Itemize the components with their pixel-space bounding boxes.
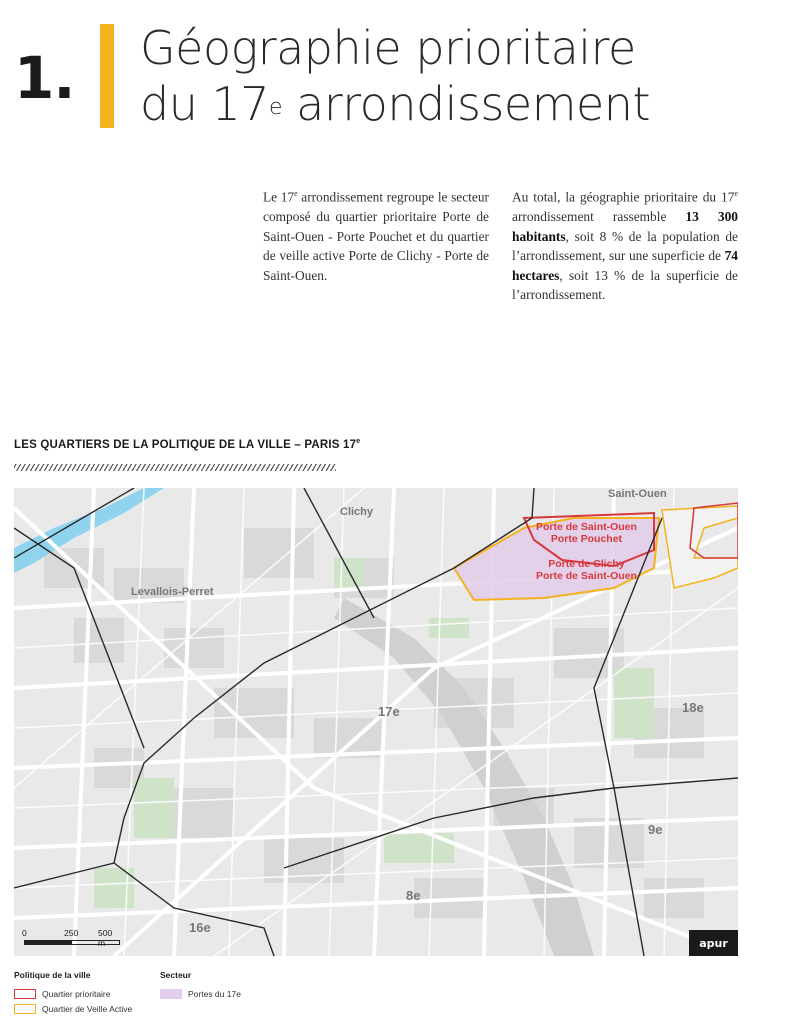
title-hatch-divider: [14, 464, 336, 471]
veille-swatch: [14, 1004, 36, 1014]
legend-item-veille: Quartier de Veille Active: [14, 1001, 132, 1016]
portes-swatch: [160, 989, 182, 999]
label-quartier-prioritaire: Porte de Saint-Ouen Porte Pouchet: [536, 521, 637, 545]
title-line-1: Géographie prioritaire: [140, 21, 636, 75]
label-arr-16: 16e: [189, 920, 211, 935]
chapter-accent-bar: [100, 24, 114, 128]
label-arr-18: 18e: [682, 700, 704, 715]
legend-secteur: [160, 970, 241, 1001]
intro-column-2: Au total, la géographie prioritaire du 17e arrondissement rassemble 13 300 habitants, soit 8 % de la population de l’arrondissement, sur une superficie de 74 hectares, soit 13 % de la superficie de l’arrondissement.: [512, 189, 739, 303]
map-title: LES QUARTIERS DE LA POLITIQUE DE LA VILLE – PARIS 17e: [14, 438, 361, 451]
prioritaire-swatch: [14, 989, 36, 999]
map-panel[interactable]: Saint-Ouen Clichy Levallois-Perret 17e 18e 9e 8e 16e Porte de Saint-Ouen Porte Pouchet Porte de Clichy Porte de Saint-Ouen 0 250 500 m apur: [14, 488, 738, 956]
label-arr-17: 17e: [378, 704, 400, 719]
chapter-number: 1.: [14, 44, 75, 112]
label-levallois: Levallois-Perret: [131, 586, 214, 598]
intro-column-1: Le 17e arrondissement regroupe le secteur composé du quartier prioritaire Porte de Saint-Ouen - Porte Pouchet et du quartier de veille active Porte de Clichy - Porte de Saint-Ouen.: [263, 189, 489, 283]
legend-title-secteur: Secteur: [160, 970, 192, 980]
legend-politique: [14, 970, 132, 1016]
label-arr-9: 9e: [648, 822, 663, 837]
legend-item-prioritaire: Quartier prioritaire: [14, 986, 132, 1001]
title-line-2: du 17e arrondissement: [140, 77, 650, 131]
legend-title-politique: Politique de la ville: [14, 970, 91, 980]
legend-item-portes: Portes du 17e: [160, 986, 241, 1001]
page-title: [140, 20, 650, 132]
label-quartier-veille: Porte de Clichy Porte de Saint-Ouen: [536, 558, 637, 582]
label-arr-8: 8e: [406, 888, 421, 903]
apur-logo: apur: [689, 930, 738, 956]
label-clichy: Clichy: [340, 506, 374, 518]
label-saint-ouen: Saint-Ouen: [608, 488, 667, 500]
